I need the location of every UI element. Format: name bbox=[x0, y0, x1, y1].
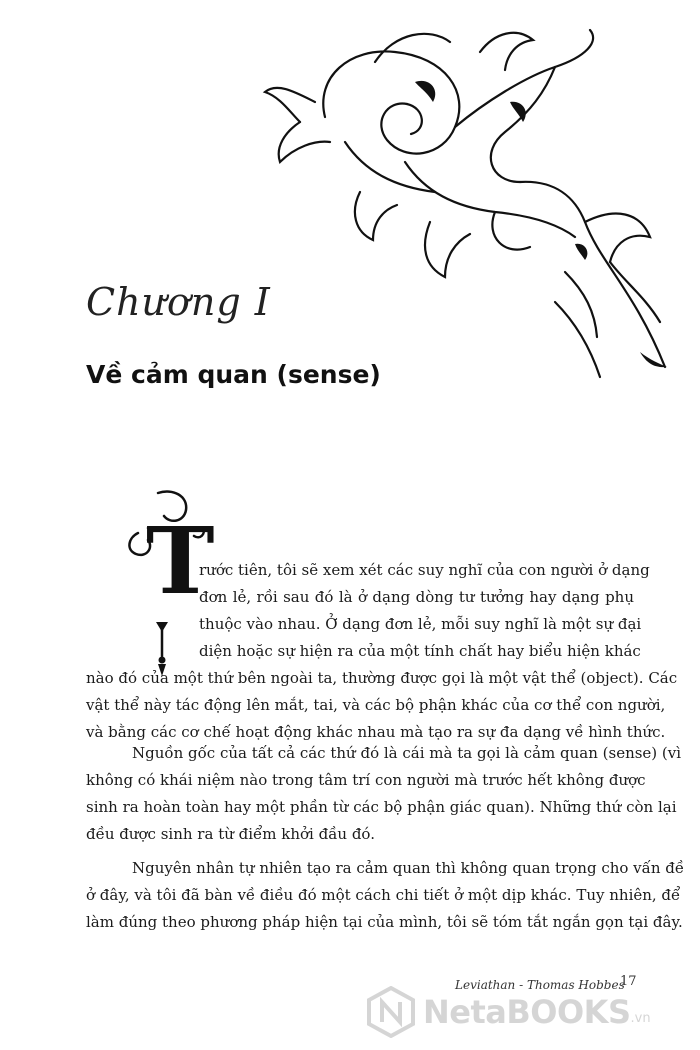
paragraph-line: không có khái niệm nào trong tâm trí con người mà trước hết không được bbox=[86, 771, 646, 789]
paragraph-2 bbox=[86, 740, 682, 848]
paragraph-line: ở đây, và tôi đã bàn về điều đó một cách chi tiết ở một dịp khác. Tuy nhiên, để bbox=[86, 886, 681, 904]
paragraph-line: Nguyên nhân tự nhiên tạo ra cảm quan thì không quan trọng cho vấn đề bbox=[132, 859, 685, 877]
paragraph-line: Nguồn gốc của tất cả các thứ đó là cái mà ta gọi là cảm quan (sense) (vì bbox=[132, 744, 682, 762]
page-number: 17 bbox=[620, 974, 637, 989]
netabooks-logo-icon bbox=[365, 986, 417, 1038]
paragraph-line: rước tiên, tôi sẽ xem xét các suy nghĩ của con người ở dạng bbox=[199, 561, 650, 579]
chapter-label: Chương I bbox=[86, 280, 271, 324]
paragraph-line: đều được sinh ra từ điểm khởi đầu đó. bbox=[86, 825, 375, 843]
paragraph-line: sinh ra hoàn toàn hay một phần từ các bộ phận giác quan). Những thứ còn lại bbox=[86, 798, 677, 816]
paragraph-line: làm đúng theo phương pháp hiện tại của mình, tôi sẽ tóm tắt ngắn gọn tại đây. bbox=[86, 913, 683, 931]
paragraph-line: vật thể này tác động lên mắt, tai, và các bộ phận khác của cơ thể con người, bbox=[86, 696, 666, 714]
paragraph-line: nào đó của một thứ bên ngoài ta, thường được gọi là một vật thể (object). Các bbox=[86, 669, 678, 687]
paragraph-line: và bằng các cơ chế hoạt động khác nhau mà tạo ra sự đa dạng về hình thức. bbox=[86, 723, 666, 741]
paragraph-line: đơn lẻ, rồi sau đó là ở dạng dòng tư tưởng hay dạng phụ bbox=[199, 588, 634, 606]
dropcap-letter: T bbox=[146, 507, 215, 615]
watermark-brand: NetaBOOKS bbox=[423, 993, 631, 1031]
footer-book-title: Leviathan - Thomas Hobbes bbox=[455, 978, 625, 992]
paragraph-1 bbox=[86, 557, 678, 746]
chapter-title: Về cảm quan (sense) bbox=[86, 360, 381, 389]
watermark bbox=[365, 984, 690, 1040]
paragraph-line: thuộc vào nhau. Ở dạng đơn lẻ, mỗi suy nghĩ là một sự đại bbox=[199, 615, 642, 633]
paragraph-3 bbox=[86, 855, 685, 936]
paragraph-line: diện hoặc sự hiện ra của một tính chất hay biểu hiện khác bbox=[199, 642, 641, 660]
watermark-suffix: .vn bbox=[630, 1010, 651, 1026]
acanthus-scroll-ornament-icon bbox=[255, 22, 675, 387]
